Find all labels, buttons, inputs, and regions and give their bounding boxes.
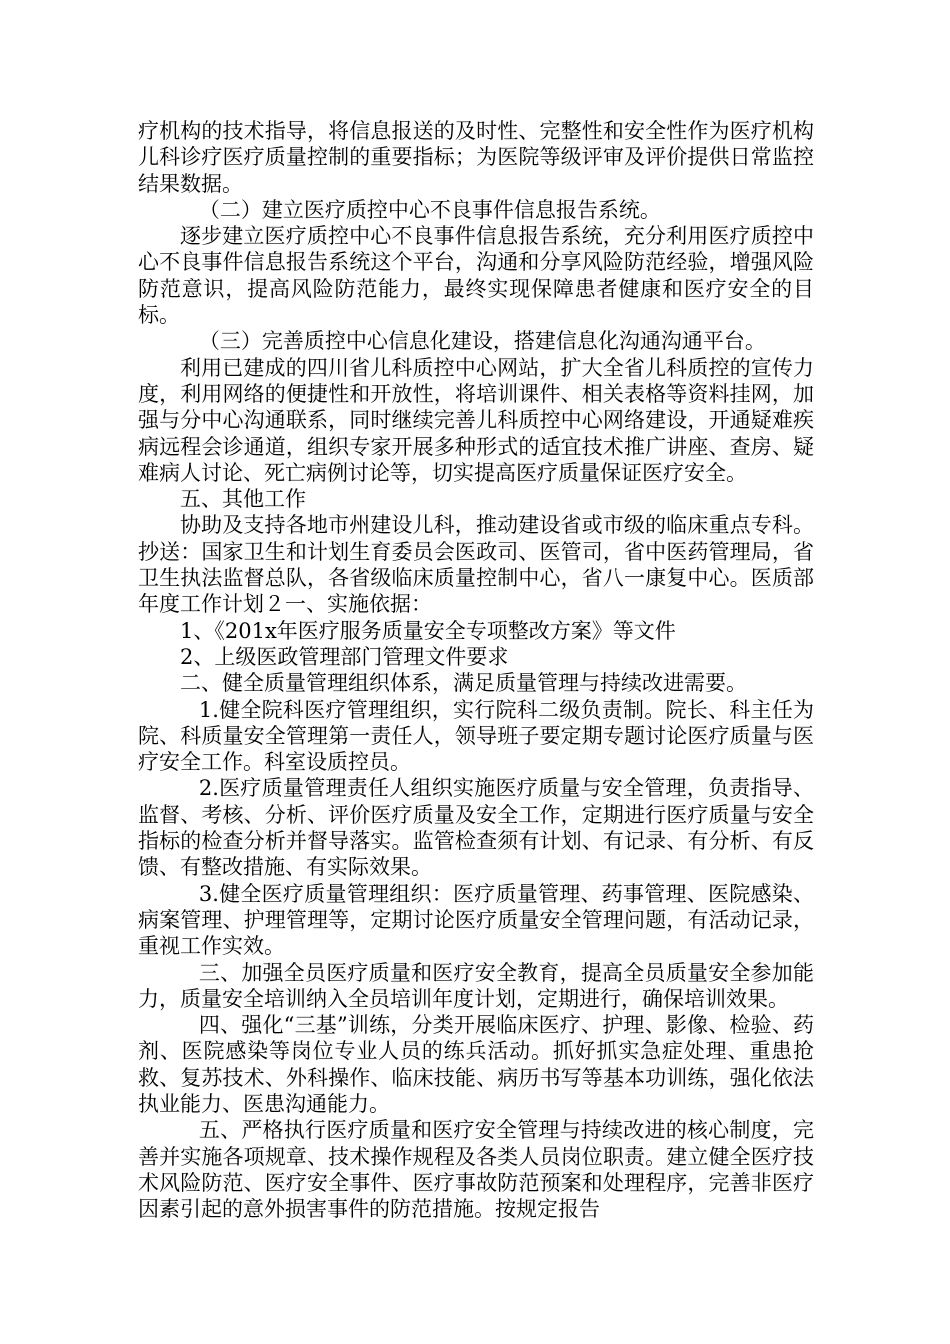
paragraph-3: 逐步建立医疗质控中心不良事件信息报告系统，充分利用医疗质控中心不良事件信息报告系统这个平台，沟通和分享风险防范经验，增强风险防范意识，提高风险防范能力，最终实现保障患者健康和医疗安全的目标。 (138, 224, 814, 328)
section-heading-10: 二、健全质量管理组织体系，满足质量管理与持续改进需要。 (180, 671, 747, 696)
paragraph-15: 四、强化“三基”训练，分类开展临床医疗、护理、影像、检验、药剂、医院感染等岗位专业人员的练兵活动。抓好抓实急症处理、重患抢救、复苏技术、外科操作、临床技能、病历书写等基本功训练，强化依法执业能力、医患沟通能力。 (138, 1013, 814, 1116)
list-item-9: 2、上级医政管理部门管理文件要求 (180, 644, 509, 669)
paragraph-14: 三、加强全员医疗质量和医疗安全教育，提高全员质量安全参加能力，质量安全培训纳入全员培训年度计划，定期进行，确保培训效果。 (138, 960, 814, 1011)
paragraph-5: 利用已建成的四川省儿科质控中心网站，扩大全省儿科质控的宣传力度，利用网络的便捷性和开放性，将培训课件、相关表格等资料挂网，加强与分中心沟通联系，同时继续完善儿科质控中心网络建设，开通疑难疾病远程会诊通道，组织专家开展多种形式的适宜技术推广讲座、查房、疑难病人讨论、死亡病例讨论等，切实提高医疗质量保证医疗安全。 (138, 355, 814, 485)
section-heading-2: （二）建立医疗质控中心不良事件信息报告系统。 (198, 197, 661, 222)
paragraph-16: 五、严格执行医疗质量和医疗安全管理与持续改进的核心制度，完善并实施各项规章、技术操作规程及各类人员岗位职责。建立健全医疗技术风险防范、医疗安全事件、医疗事故防范预案和处理程序，完善非医疗因素引起的意外损害事件的防范措施。按规定报告 (138, 1118, 814, 1222)
paragraph-11: 1.健全院科医疗管理组织，实行院科二级负责制。院长、科主任为院、科质量安全管理第一责任人，领导班子要定期专题讨论医疗质量与医疗安全工作。科室设质控员。 (138, 697, 814, 775)
section-heading-6: 五、其他工作 (180, 487, 306, 512)
document-body (138, 118, 814, 1222)
section-heading-4: （三）完善质控中心信息化建设，搭建信息化沟通沟通平台。 (198, 329, 766, 354)
paragraph-12: 2.医疗质量管理责任人组织实施医疗质量与安全管理，负责指导、监督、考核、分析、评价医疗质量及安全工作，定期进行医疗质量与安全指标的检查分析并督导落实。监管检查须有计划、有记录、有分析、有反馈、有整改措施、有实际效果。 (138, 776, 814, 880)
paragraph-7: 协助及支持各地市州建设儿科，推动建设省或市级的临床重点专科。抄送：国家卫生和计划生育委员会医政司、医管司，省中医药管理局，省卫生执法监督总队，各省级临床质量控制中心，省八一康复中心。医质部年度工作计划２一、实施依据： (138, 513, 814, 617)
paragraph-1: 疗机构的技术指导，将信息报送的及时性、完整性和安全性作为医疗机构儿科诊疗医疗质量控制的重要指标；为医院等级评审及评价提供日常监控结果数据。 (138, 119, 814, 196)
list-item-8: 1、《201x年医疗服务质量安全专项整改方案》等文件 (180, 618, 676, 643)
paragraph-13: 3.健全医疗质量管理组织：医疗质量管理、药事管理、医院感染、病案管理、护理管理等，定期讨论医疗质量安全管理问题，有活动记录，重视工作实效。 (138, 881, 814, 959)
